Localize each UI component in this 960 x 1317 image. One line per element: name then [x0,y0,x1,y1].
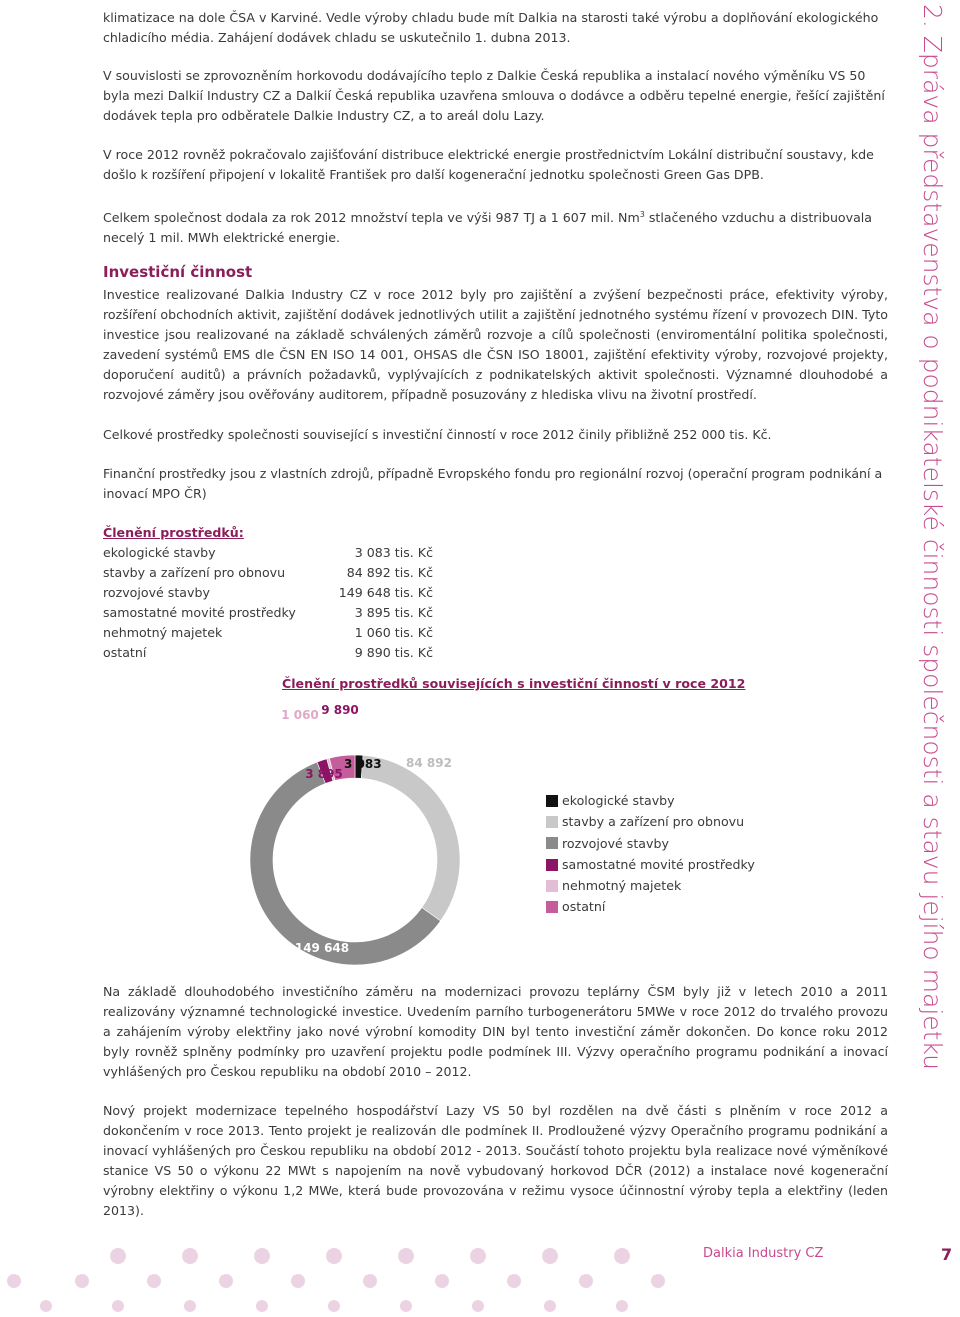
intro-paragraph-heat: V souvislosti se zprovozněním horkovodu dodávajícího teplo z Dalkie Česká republika a instalací nového výměníku VS 50 byla mezi Dalkií Industry CZ a Dalkií Česká republika uzavřena smlouva o dodávce a odběru tepelné energie, řešící zajištění dodávek tepla pro odběratele Dalkie Industry CZ, a to areál dolu Lazy. [103,68,885,123]
legend-item [546,875,755,896]
totals-superscript: 3 [639,210,645,219]
breakdown-row [103,563,433,583]
breakdown-title: Členění prostředků: [103,525,244,540]
legend-item [546,790,755,811]
donut-data-label: 9 890 [321,703,359,717]
investment-paragraph-csm: Na základě dlouhodobého investičního záměru na modernizaci provozu teplárny ČSM byly již v letech 2010 a 2011 realizovány významné technologické investice. Uvedením parního turbogenerátoru 5MWe v roce 2012 do trvalého provozu a zahájením výroby elektřiny jako nové výrobní komodity DIN byl tento investiční záměr dokončen. Do konce roku 2012 byly rovněž splněny podmínky pro uzavření projektu podle podmínek III. Výzvy operačního programu podnikání a inovací vyhlášených pro Českou republiku na období 2010 – 2012. [103,984,888,1079]
legend-item [546,854,755,875]
legend-item [546,811,755,832]
totals-text-a: Celkem společnost dodala za rok 2012 množství tepla ve výši 987 TJ a 1 607 mil. Nm [103,210,640,226]
donut-data-label: 3 895 [305,767,343,781]
legend-label: stavby a zařízení pro obnovu [562,814,745,830]
breakdown-value: 3 895 tis. Kč [354,605,433,620]
breakdown-value: 149 648 tis. Kč [338,585,433,600]
breakdown-value: 84 892 tis. Kč [346,565,433,580]
breakdown-list [103,543,433,663]
donut-data-label: 1 060 [281,708,319,722]
breakdown-value: 1 060 tis. Kč [354,625,433,640]
breakdown-label: stavby a zařízení pro obnovu [103,565,286,580]
investment-paragraph-1: Investice realizované Dalkia Industry CZ v roce 2012 byly pro zajištění a zvýšení bezpečnosti práce, efektivity výroby, rozšíření obchodních aktivit, zajištění dodávek jednotlivých utilit a zajištění jednotného systému řízení v provozech DIN. Tyto investice jsou realizované na základě schválených záměrů rozvoje a cílů společnosti (enviromentální politika společnosti, zavedení systémů EMS dle ČSN EN ISO 14 001, OHSAS dle ČSN ISO 18001, zajištění efektivity výroby, rozvojové projekty, doporučení auditů) a právních požadavků, vyplývajících z podnikatelských aktivit společnosti. Významné dlouhodobé a rozvojové záměry jsou ověřovány auditorem, případně posuzovány z hlediska vlivu na životní prostředí. [103,287,888,402]
breakdown-row [103,543,433,563]
donut-data-label: 3 083 [344,757,382,771]
breakdown-value: 9 890 tis. Kč [354,645,433,660]
decorative-dots [0,1230,700,1317]
legend-item [546,896,755,917]
legend-swatch [546,837,558,849]
section-heading-investment: Investiční činnost [103,263,253,281]
investment-paragraph-lazy: Nový projekt modernizace tepelného hospodářství Lazy VS 50 byl rozdělen na dvě části s plněním v roce 2012 a dokončením v roce 2013. Tento projekt je realizován dle podmínek II. Prodloužené výzvy Operačního programu podnikání a inovací vyhlášených pro Českou republiku na období 2012 - 2013. Součástí tohoto projektu byla realizace nové výměníkové stanice VS 50 o výkonu 22 MWt s napojením na nově vybudovaný horkovod DČR (2012) a instalace nové kogenerační výrobny elektřiny o výkonu 1,2 MWe, která bude provozována v režimu vysoce účinnostní výroby tepla a elektřiny (leden 2013). [103,1103,888,1218]
legend-swatch [546,816,558,828]
breakdown-row [103,623,433,643]
intro-paragraph-totals [103,205,888,248]
breakdown-label: ostatní [103,645,147,660]
breakdown-label: rozvojové stavby [103,585,210,600]
footer-company: Dalkia Industry CZ [703,1246,824,1261]
chart-title: Členění prostředků souvisejících s investiční činností v roce 2012 [282,676,746,691]
breakdown-label: ekologické stavby [103,545,216,560]
legend-item [546,833,755,854]
totals-text-b: stlačeného vzduchu a distribuovala necelý 1 mil. MWh elektrické energie. [103,210,873,246]
donut-data-label: 149 648 [294,941,350,955]
breakdown-row [103,583,433,603]
legend-swatch [546,880,558,892]
donut-slice [361,755,460,921]
breakdown-row [103,603,433,623]
intro-paragraph-distribution: V roce 2012 rovněž pokračovalo zajišťování distribuce elektrické energie prostřednictvím Lokální distribuční soustavy, kde došlo k rozšíření připojení v lokalitě František pro další kogenerační jednotku společnosti Green Gas DPB. [103,147,874,182]
intro-paragraph-continued: klimatizace na dole ČSA v Karviné. Vedle výroby chladu bude mít Dalkia na starosti také výrobu a doplňování ekologického chladicího média. Zahájení dodávek chladu se uskutečnilo 1. dubna 2013. [103,10,879,45]
legend-label: ostatní [562,899,606,915]
legend-label: samostatné movité prostředky [562,856,755,872]
legend-swatch [546,795,558,807]
legend-label: ekologické stavby [562,793,675,808]
breakdown-label: nehmotný majetek [103,625,223,640]
breakdown-label: samostatné movité prostředky [103,605,296,620]
investment-paragraph-total: Celkové prostředky společnosti související s investiční činností v roce 2012 činily přibližně 252 000 tis. Kč. [103,427,772,442]
legend-swatch [546,859,558,871]
legend-swatch [546,901,558,913]
investment-paragraph-funding: Finanční prostředky jsou z vlastních zdrojů, případně Evropského fondu pro regionální rozvoj (operační program podnikání a inovací MPO ČR) [103,466,883,501]
donut-data-label: 84 892 [406,756,452,770]
legend-label: nehmotný majetek [562,878,682,894]
breakdown-row [103,643,433,663]
legend-label: rozvojové stavby [562,835,669,851]
page-number: 7 [941,1245,953,1264]
vertical-section-title: 2. Zpráva představenstva o podnikatelské činnosti společnosti a stavu jejího majetku [918,4,947,1071]
donut-chart [240,690,500,980]
chart-legend [546,790,755,918]
breakdown-value: 3 083 tis. Kč [354,545,433,560]
